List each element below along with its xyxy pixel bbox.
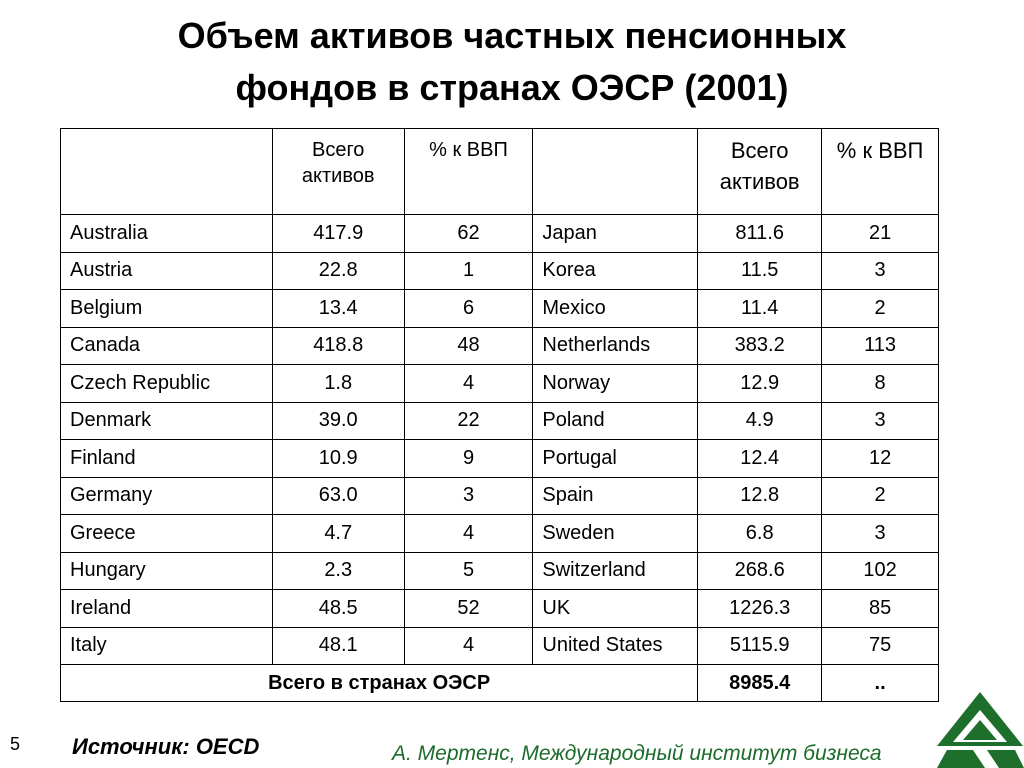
pct-right-cell: 21 [822, 215, 939, 253]
country-right-cell: Netherlands [533, 327, 698, 365]
total-pct: .. [822, 665, 939, 702]
assets-left-cell: 22.8 [272, 252, 404, 290]
pct-left-cell: 4 [404, 627, 533, 665]
table-row [61, 252, 939, 290]
assets-right-cell: 5115.9 [698, 627, 822, 665]
table-row [61, 590, 939, 628]
country-left-cell: Hungary [61, 552, 273, 590]
country-left-cell: Italy [61, 627, 273, 665]
country-left-cell: Greece [61, 515, 273, 553]
pension-assets-table [60, 128, 939, 702]
table-row [61, 402, 939, 440]
pct-left-cell: 4 [404, 515, 533, 553]
assets-left-cell: 48.5 [272, 590, 404, 628]
country-right-cell: Switzerland [533, 552, 698, 590]
pct-left-cell: 22 [404, 402, 533, 440]
pct-left-cell: 5 [404, 552, 533, 590]
slide-title [0, 10, 1024, 114]
pct-left-cell: 52 [404, 590, 533, 628]
header-assets-right: Всего активов [698, 129, 822, 215]
assets-left-cell: 63.0 [272, 477, 404, 515]
country-right-cell: Sweden [533, 515, 698, 553]
table-row [61, 440, 939, 478]
pct-right-cell: 102 [822, 552, 939, 590]
header-assets-left: Всего активов [272, 129, 404, 215]
country-right-cell: UK [533, 590, 698, 628]
pct-right-cell: 85 [822, 590, 939, 628]
assets-right-cell: 11.4 [698, 290, 822, 328]
assets-right-cell: 6.8 [698, 515, 822, 553]
table-row [61, 290, 939, 328]
table-row [61, 515, 939, 553]
assets-left-cell: 2.3 [272, 552, 404, 590]
pct-right-cell: 3 [822, 402, 939, 440]
table-row [61, 552, 939, 590]
assets-right-cell: 12.4 [698, 440, 822, 478]
header-pct-right: % к ВВП [822, 129, 939, 215]
pct-right-cell: 75 [822, 627, 939, 665]
assets-left-cell: 417.9 [272, 215, 404, 253]
country-left-cell: Czech Republic [61, 365, 273, 403]
source-note: Источник: OECD [72, 734, 260, 759]
slide-title-line-1: Объем активов частных пенсионных [177, 15, 847, 56]
country-left-cell: Finland [61, 440, 273, 478]
table-row [61, 365, 939, 403]
pct-right-cell: 3 [822, 252, 939, 290]
country-left-cell: Belgium [61, 290, 273, 328]
assets-left-cell: 1.8 [272, 365, 404, 403]
header-empty-cell [61, 129, 273, 215]
pct-right-cell: 12 [822, 440, 939, 478]
assets-right-cell: 11.5 [698, 252, 822, 290]
pct-left-cell: 4 [404, 365, 533, 403]
pct-left-cell: 48 [404, 327, 533, 365]
assets-right-cell: 811.6 [698, 215, 822, 253]
table-row [61, 327, 939, 365]
total-row [61, 665, 939, 702]
table-row [61, 627, 939, 665]
country-left-cell: Denmark [61, 402, 273, 440]
pct-left-cell: 9 [404, 440, 533, 478]
assets-left-cell: 10.9 [272, 440, 404, 478]
pct-left-cell: 6 [404, 290, 533, 328]
author-credit: А. Мертенс, Международный институт бизнеса [392, 742, 882, 765]
header-empty-cell [533, 129, 698, 215]
country-left-cell: Germany [61, 477, 273, 515]
pct-right-cell: 113 [822, 327, 939, 365]
header-pct-left: % к ВВП [404, 129, 533, 215]
assets-left-cell: 13.4 [272, 290, 404, 328]
country-left-cell: Canada [61, 327, 273, 365]
country-right-cell: Norway [533, 365, 698, 403]
total-assets: 8985.4 [698, 665, 822, 702]
country-right-cell: Portugal [533, 440, 698, 478]
country-right-cell: Mexico [533, 290, 698, 328]
assets-left-cell: 39.0 [272, 402, 404, 440]
pct-left-cell: 3 [404, 477, 533, 515]
pct-left-cell: 62 [404, 215, 533, 253]
assets-right-cell: 383.2 [698, 327, 822, 365]
pct-right-cell: 2 [822, 290, 939, 328]
assets-right-cell: 4.9 [698, 402, 822, 440]
country-left-cell: Austria [61, 252, 273, 290]
total-label: Всего в странах ОЭСР [61, 665, 698, 702]
table-header-row [61, 129, 939, 215]
pct-right-cell: 2 [822, 477, 939, 515]
pct-right-cell: 3 [822, 515, 939, 553]
country-left-cell: Australia [61, 215, 273, 253]
table-row [61, 477, 939, 515]
table-row [61, 215, 939, 253]
institute-logo-icon [937, 690, 1024, 768]
slide-number: 5 [10, 734, 21, 754]
pct-left-cell: 1 [404, 252, 533, 290]
country-right-cell: Japan [533, 215, 698, 253]
assets-right-cell: 12.8 [698, 477, 822, 515]
assets-right-cell: 12.9 [698, 365, 822, 403]
country-right-cell: Spain [533, 477, 698, 515]
assets-left-cell: 418.8 [272, 327, 404, 365]
assets-right-cell: 268.6 [698, 552, 822, 590]
assets-left-cell: 4.7 [272, 515, 404, 553]
country-left-cell: Ireland [61, 590, 273, 628]
country-right-cell: Korea [533, 252, 698, 290]
country-right-cell: United States [533, 627, 698, 665]
assets-right-cell: 1226.3 [698, 590, 822, 628]
slide-title-line-2: фондов в странах ОЭСР (2001) [235, 67, 789, 108]
assets-left-cell: 48.1 [272, 627, 404, 665]
country-right-cell: Poland [533, 402, 698, 440]
pct-right-cell: 8 [822, 365, 939, 403]
